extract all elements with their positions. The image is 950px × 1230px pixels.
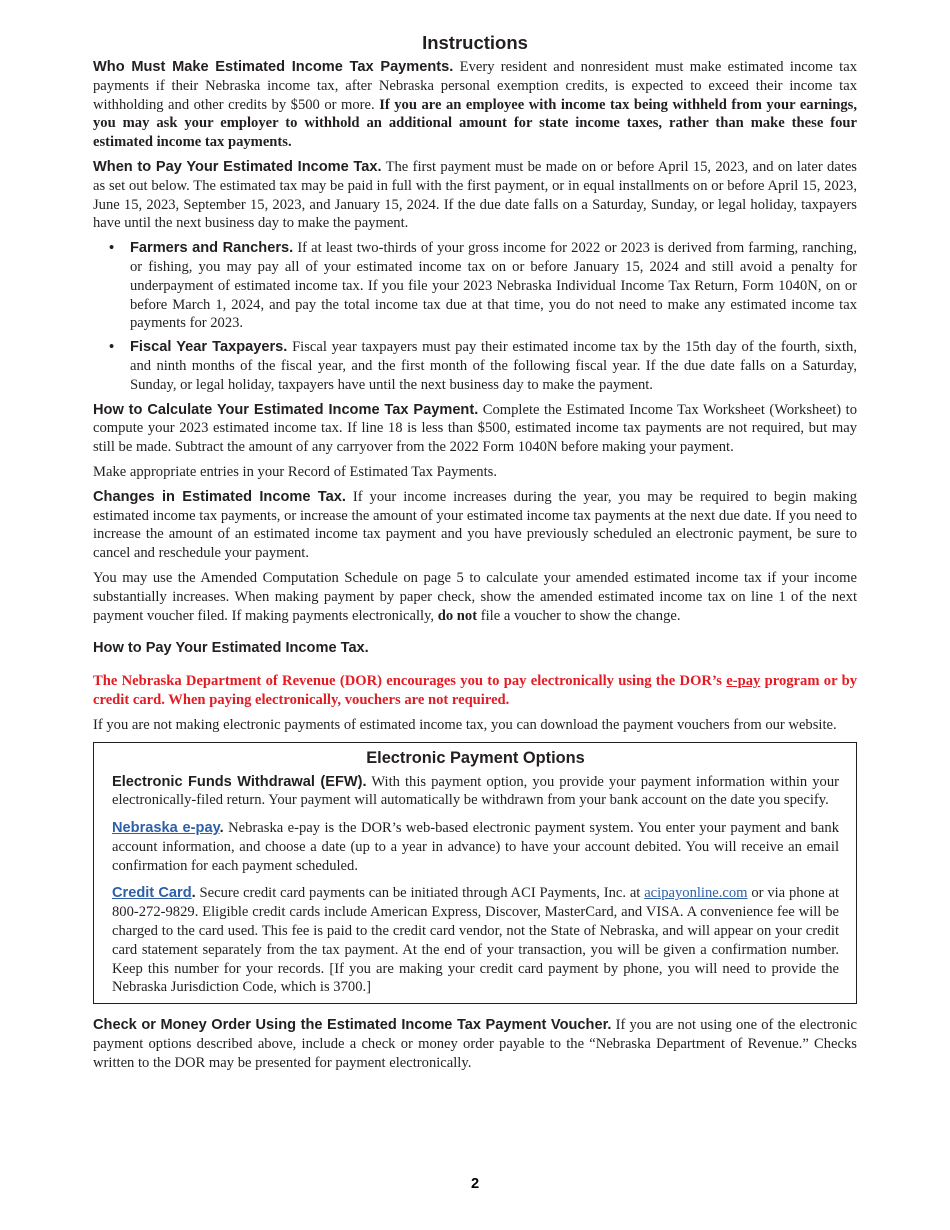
- who-must-text: Every resident and nonresident must make estimated income tax payments if their Nebraska income tax, after Nebraska personal exemption credits, is expected to exceed their income tax withholding and other credits by $500 or more.: [93, 59, 857, 113]
- who-must-bold-text: If you are an employee with income tax being withheld from your earnings, you may ask your employer to withhold an additional amount for state income taxes, rather than make these four estimated income tax payments.: [93, 96, 857, 151]
- epay-section: [112, 819, 839, 875]
- who-must-heading: Who Must Make Estimated Income Tax Payments.: [93, 59, 454, 75]
- efw-text: With this payment option, you provide your payment information within your electronically-filed return. Your payment will automatically be withdrawn from your bank account on the date you specify.: [112, 773, 840, 809]
- credit-dot: .: [191, 885, 196, 902]
- when-to-pay-text: The first payment must be made on or before April 15, 2023, and on later dates as set out below. The estimated tax may be paid in full with the first payment, or in equal installments on or before April 15, 2023, June 15, 2023, September 15, 2023, and January 15, 2024. If the due date falls on a Saturday, Sunday, or legal holiday, taxpayers have until the next business day to make the payment.: [93, 158, 857, 232]
- dor-notice-after: program or by credit card. When paying electronically, vouchers are not required.: [93, 673, 857, 708]
- epay-text: Nebraska e-pay is the DOR’s web-based electronic payment system. You enter your payment and bank account information, and choose a date (up to a year in advance) to have your account debited. You will receive an email confirmation for each payment scheduled.: [112, 820, 840, 874]
- page-number: 2: [470, 1176, 480, 1192]
- bullet-icon: •: [109, 339, 115, 356]
- changes-section: [93, 488, 857, 563]
- list-item: [109, 338, 857, 394]
- fiscal-year-heading: Fiscal Year Taxpayers.: [130, 339, 288, 356]
- check-heading: Check or Money Order Using the Estimated Income Tax Payment Voucher.: [93, 1017, 612, 1034]
- instructions-page: [93, 32, 857, 1079]
- check-section: [93, 1016, 857, 1072]
- download-note: If you are not making electronic payments of estimated income tax, you can download the payment vouchers from our website.: [93, 716, 837, 733]
- credit-card-section: [112, 884, 839, 997]
- check-text: If you are not using one of the electronic payment options described above, include a check or money order payable to the “Nebraska Department of Revenue.” Checks written to the DOR may be presented for payment electronically.: [93, 1017, 857, 1071]
- efw-heading: Electronic Funds Withdrawal (EFW).: [112, 773, 367, 790]
- credit-card-link[interactable]: Credit Card: [112, 885, 192, 902]
- when-to-pay-heading: When to Pay Your Estimated Income Tax.: [93, 158, 382, 175]
- amended-bold: do not: [437, 607, 478, 624]
- electronic-options-title: Electronic Payment Options: [366, 748, 585, 767]
- when-to-pay-section: [93, 158, 857, 233]
- how-to-calc-section: [93, 401, 857, 457]
- changes-heading: Changes in Estimated Income Tax.: [93, 488, 346, 505]
- amended-section: [93, 569, 857, 625]
- list-item: [109, 239, 857, 333]
- nebraska-epay-link[interactable]: Nebraska e-pay: [112, 820, 220, 837]
- record-note: Make appropriate entries in your Record of Estimated Tax Payments.: [93, 463, 497, 480]
- dor-notice-before: The Nebraska Department of Revenue (DOR) encourages you to pay electronically using the DOR’s: [93, 673, 727, 690]
- how-to-calc-text: Complete the Estimated Income Tax Worksheet (Worksheet) to compute your 2023 estimated income tax. If line 18 is less than $500, estimated income tax payments are not required, but may still be made. Subtract the amount of any carryover from the 2022 Form 1040N before making your payment.: [93, 401, 857, 456]
- dor-notice: [93, 672, 857, 710]
- taxpayer-type-list: [93, 239, 857, 394]
- electronic-payment-options-box: [93, 742, 857, 1005]
- acipayonline-link[interactable]: acipayonline.com: [644, 885, 748, 902]
- fiscal-year-text: Fiscal year taxpayers must pay their estimated income tax by the 15th day of the fourth, sixth, and ninth months of the fiscal year, and the first month of the following fiscal year. If the due date falls on a Saturday, Sunday, or legal holiday, taxpayers have until the next business day to make the payment.: [130, 339, 857, 393]
- epay-link[interactable]: e-pay: [726, 673, 761, 690]
- who-must-section: [93, 58, 857, 152]
- credit-text-before: Secure credit card payments can be initiated through ACI Payments, Inc. at: [195, 885, 645, 902]
- efw-section: [112, 773, 839, 811]
- bullet-icon: •: [109, 240, 115, 257]
- credit-text-after: or via phone at 800-272-9829. Eligible credit cards include American Express, Discover, MasterCard, and VISA. A convenience fee will be charged to the card used. This fee is paid to the credit card vendor, not the State of Nebraska, and will appear on your credit card statement separately from the tax payment. At the end of your transaction, you will be given a confirmation number. Keep this number for your records. [If you are making your credit card payment by phone, you will need to provide the Nebraska Jurisdiction Code, which is 3700.]: [112, 885, 840, 996]
- how-to-pay-heading: How to Pay Your Estimated Income Tax.: [93, 640, 369, 657]
- page-title: Instructions: [422, 32, 528, 53]
- changes-text: If your income increases during the year, you may be required to begin making estimated income tax payments, or increase the amount of your estimated income tax payments at the next due date. If you need to increase the amount of an estimated income tax payment and you have previously scheduled an electronic payment, be sure to cancel and reschedule your payment.: [93, 488, 857, 562]
- farmers-text: If at least two-thirds of your gross income for 2022 or 2023 is derived from farming, ranching, or fishing, you may pay all of your estimated income tax on or before January 15, 2024 and still avoid a penalty for underpayment of estimated income tax. If you file your 2023 Nebraska Individual Income Tax Return, Form 1040N, on or before March 1, 2024, and pay the total income tax due at that time, you do not need to make any estimated income tax payments for 2023.: [130, 240, 857, 332]
- amended-text-after: file a voucher to show the change.: [477, 607, 681, 624]
- farmers-heading: Farmers and Ranchers.: [130, 240, 294, 257]
- amended-text-before: You may use the Amended Computation Schedule on page 5 to calculate your amended estimated income tax if your income substantially increases. When making payment by paper check, show the amended estimated income tax on line 1 of the next payment voucher filed. If making payments electronically,: [93, 569, 857, 624]
- epay-dot: .: [219, 820, 224, 837]
- how-to-calc-heading: How to Calculate Your Estimated Income Tax Payment.: [93, 401, 479, 418]
